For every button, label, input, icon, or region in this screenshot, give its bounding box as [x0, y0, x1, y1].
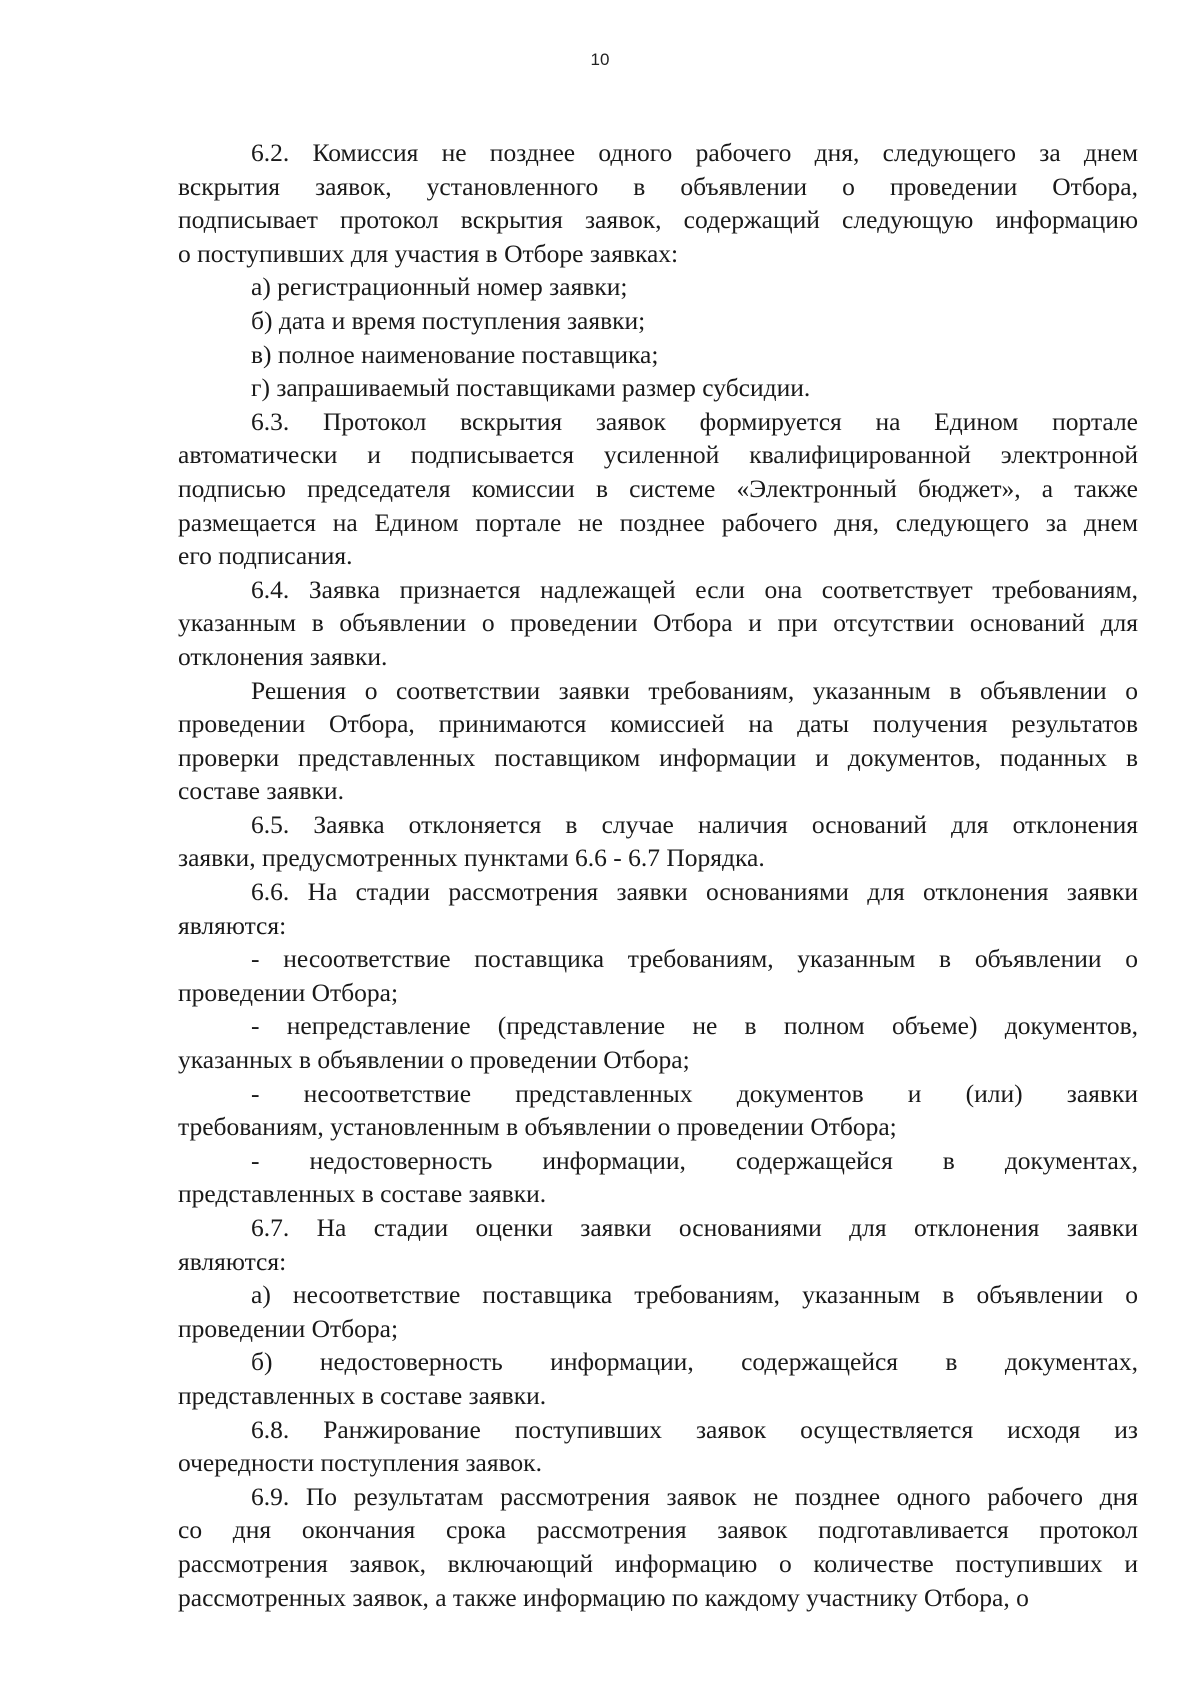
text-line: заявки, предусмотренных пунктами 6.6 - 6.7 Порядка. [178, 843, 765, 873]
text-line: рассмотрения заявок, включающий информацию о количестве поступивших и [178, 1548, 1138, 1578]
document-body [178, 136, 1138, 1614]
text-line: вскрытия заявок, установленного в объявлении о проведении Отбора, [178, 171, 1138, 201]
paragraph [178, 1413, 1138, 1480]
text-line: представленных в составе заявки. [178, 1179, 547, 1209]
text-line: Решения о соответствии заявки требованиям, указанным в объявлении о [251, 675, 1138, 705]
text-line: а) несоответствие поставщика требованиям, указанным в объявлении о [251, 1280, 1138, 1310]
paragraph [178, 875, 1138, 942]
text-line: 6.5. Заявка отклоняется в случае наличия оснований для отклонения [251, 809, 1138, 839]
paragraph [178, 1211, 1138, 1278]
text-line: являются: [178, 1246, 287, 1276]
paragraph [178, 371, 1138, 405]
text-line: проведении Отбора, принимаются комиссией на даты получения результатов [178, 709, 1138, 739]
text-line: со дня окончания срока рассмотрения заявок подготавливается протокол [178, 1515, 1138, 1545]
text-line: составе заявки. [178, 776, 344, 806]
paragraph [178, 808, 1138, 875]
paragraph [178, 304, 1138, 338]
text-line: 6.4. Заявка признается надлежащей если она соответствует требованиям, [251, 574, 1138, 604]
text-line: указанных в объявлении о проведении Отбора; [178, 1045, 690, 1075]
text-line: - несоответствие представленных документов и (или) заявки [251, 1078, 1138, 1108]
text-line: подписью председателя комиссии в системе «Электронный бюджет», а также [178, 473, 1138, 503]
text-line: - недостоверность информации, содержащейся в документах, [251, 1145, 1138, 1175]
paragraph [178, 1480, 1138, 1614]
text-line: а) регистрационный номер заявки; [251, 272, 628, 302]
text-line: представленных в составе заявки. [178, 1380, 547, 1410]
paragraph [178, 1345, 1138, 1412]
paragraph [178, 674, 1138, 808]
page-number: 10 [590, 50, 610, 69]
paragraph [178, 270, 1138, 304]
text-line: требованиям, установленным в объявлении о проведении Отбора; [178, 1112, 897, 1142]
text-line: проведении Отбора; [178, 977, 399, 1007]
text-line: являются: [178, 910, 287, 940]
paragraph [178, 1144, 1138, 1211]
paragraph [178, 136, 1138, 270]
paragraph [178, 573, 1138, 674]
text-line: рассмотренных заявок, а также информацию по каждому участнику Отбора, о [178, 1582, 1029, 1612]
text-line: 6.3. Протокол вскрытия заявок формируется на Едином портале [251, 406, 1138, 436]
text-line: 6.9. По результатам рассмотрения заявок не позднее одного рабочего дня [251, 1481, 1138, 1511]
text-line: 6.2. Комиссия не позднее одного рабочего дня, следующего за днем [251, 138, 1138, 167]
paragraph [178, 338, 1138, 372]
text-line: 6.8. Ранжирование поступивших заявок осуществляется исходя из [251, 1414, 1138, 1444]
text-line: 6.6. На стадии рассмотрения заявки основаниями для отклонения заявки [251, 877, 1138, 907]
paragraph [178, 942, 1138, 1009]
paragraph [178, 1278, 1138, 1345]
text-line: о поступивших для участия в Отборе заявках: [178, 238, 679, 268]
text-line: г) запрашиваемый поставщиками размер субсидии. [251, 373, 811, 403]
text-line: в) полное наименование поставщика; [251, 339, 659, 369]
text-line: подписывает протокол вскрытия заявок, содержащий следующую информацию [178, 205, 1138, 235]
text-line: 6.7. На стадии оценки заявки основаниями для отклонения заявки [251, 1213, 1138, 1242]
text-line: проверки представленных поставщиком информации и документов, поданных в [178, 742, 1138, 772]
text-line: его подписания. [178, 541, 353, 571]
text-line: б) недостоверность информации, содержащейся в документах, [251, 1347, 1138, 1377]
text-line: очередности поступления заявок. [178, 1448, 542, 1478]
text-line: указанным в объявлении о проведении Отбора и при отсутствии оснований для [178, 608, 1138, 638]
paragraph [178, 1077, 1138, 1144]
text-line: проведении Отбора; [178, 1313, 399, 1343]
text-line: б) дата и время поступления заявки; [251, 305, 646, 335]
text-line: отклонения заявки. [178, 641, 388, 671]
paragraph [178, 405, 1138, 573]
paragraph [178, 1009, 1138, 1076]
text-line: автоматически и подписывается усиленной квалифицированной электронной [178, 440, 1138, 470]
text-line: - непредставление (представление не в полном объеме) документов, [251, 1011, 1138, 1041]
text-line: - несоответствие поставщика требованиям, указанным в объявлении о [251, 944, 1138, 974]
text-line: размещается на Едином портале не позднее рабочего дня, следующего за днем [178, 507, 1138, 537]
